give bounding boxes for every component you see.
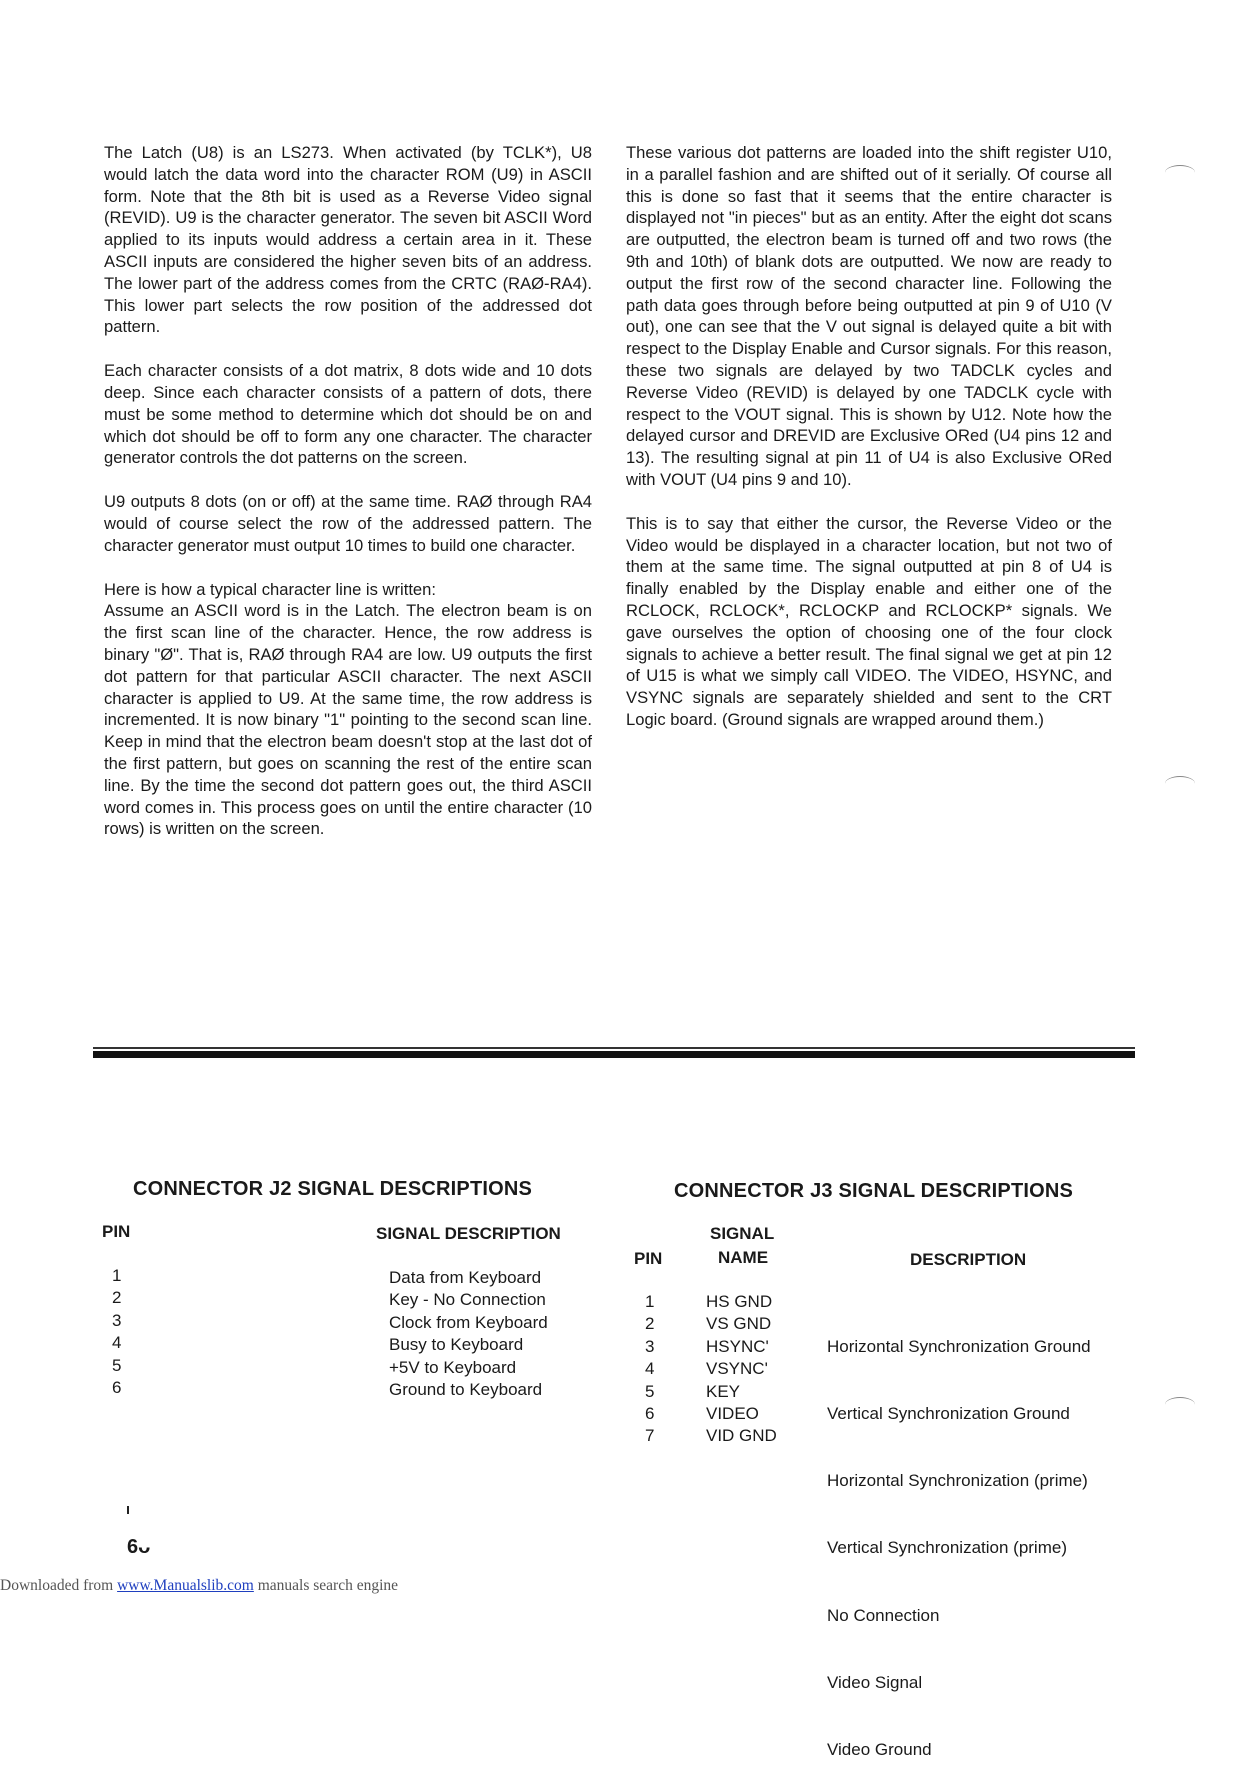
j3-table-title: CONNECTOR J3 SIGNAL DESCRIPTIONS [674,1180,1074,1202]
j3-signal-name: VSYNC' [706,1359,768,1379]
punch-mark [1165,165,1195,180]
j3-pin: 3 [645,1336,655,1356]
j3-description: Video Ground [827,1740,932,1760]
j3-description: No Connection [827,1605,940,1625]
j3-pin: 1 [645,1292,655,1311]
j3-pin: 4 [645,1359,655,1379]
j3-desc-header: DESCRIPTION [910,1250,1027,1269]
j3-description: Vertical Synchronization (prime) [827,1538,1067,1558]
j2-description: Clock from Keyboard [389,1312,548,1332]
paragraph: These various dot patterns are loaded into the shift register U10, in a parallel fashion and are shifted out of it serially. Of course all this is done so fast that it seems that the entire character is displayed not "in pieces" but as an entity. After the eight dot scans are outputted, the electron beam is turned off and two rows (the 9th and 10th) of blank dots are outputted. We now are ready to output the first row of the second character line. Following the path data goes through before being outputted at pin 9 of U10 (V out), one can see that the V out signal is delayed quite a bit with respect to the Display Enable and Cursor signals. For this reason, these two signals are delayed by two TADCLK cycles and Reverse Video (REVID) is delayed by one TADCLK cycle with respect to the VOUT signal. This is shown by U12. Note how the delayed cursor and DREVID are Exclusive ORed (U4 pins 12 and 13). The resulting signal at pin 11 of U4 is also Exclusive ORed with VOUT (U4 pins 9 and 10). [626,143,1112,489]
margin-tick-mark [127,1506,129,1514]
j3-signal-name: HS GND [706,1292,773,1311]
j3-name-column [706,1291,777,1448]
j2-table-title: CONNECTOR J2 SIGNAL DESCRIPTIONS [133,1178,533,1200]
footer-prefix: Downloaded from [0,1577,118,1594]
section-divider-thin [93,1047,1135,1049]
punch-mark [1165,1397,1195,1412]
j3-description-column [827,1291,1091,1784]
j3-pin: 5 [645,1381,655,1401]
j3-pin-header: PIN [634,1249,663,1268]
j2-description-column [389,1267,548,1401]
j2-description: Busy to Keyboard [389,1335,524,1355]
j3-description: Horizontal Synchronization (prime) [827,1471,1088,1491]
j2-pin: 4 [112,1333,122,1353]
footer-suffix: manuals search engine [253,1577,399,1594]
j3-description: Video Signal [827,1672,923,1692]
punch-mark [1165,776,1195,791]
section-divider [93,1051,1135,1058]
j2-description: +5V to Keyboard [389,1357,517,1377]
j3-signal-name: HSYNC' [706,1336,769,1356]
j3-pin: 2 [645,1314,655,1334]
j2-pin-column [112,1265,121,1399]
j3-pin: 6 [645,1403,655,1423]
right-text-column [626,142,1112,753]
j2-pin: 3 [112,1310,122,1330]
paragraph: Here is how a typical character line is written: [104,579,437,599]
left-text-column [104,142,592,862]
j2-pin: 1 [112,1266,122,1285]
j3-signal-name: VS GND [706,1314,772,1334]
j3-name-header-line2: NAME [718,1248,769,1267]
paragraph: The Latch (U8) is an LS273. When activated (by TCLK*), U8 would latch the data word into the character ROM (U9) in ASCII form. Note that the 8th bit is used as a Reverse Video signal (REVID). U9 is the character generator. The seven bit ASCII Word applied to its inputs would address a certain area in it. These ASCII inputs are considered the higher seven bits of an address. The lower part of the address comes from the CRTC (RAØ-RA4). This lower part selects the row position of the addressed dot pattern. [104,143,592,337]
j2-pin: 6 [112,1377,122,1397]
paragraph: This is to say that either the cursor, the Reverse Video or the Video would be displayed in a character location, but not two of them at the same time. The signal outputted at pin 8 of U4 is finally enabled by the Display enable and either one of the RCLOCK, RCLOCK*, RCLOCKP and RCLOCKP* signals. We gave ourselves the option of choosing one of the four clock signals to achieve a better result. The final signal we get at pin 12 of U15 is what we simply call VIDEO. The VIDEO, HSYNC, and VSYNC signals are separately shielded and sent to the CRT Logic board. (Ground signals are wrapped around them.) [626,513,1112,729]
j2-pin: 5 [112,1355,122,1375]
j3-pin-column [645,1291,654,1448]
j2-pin: 2 [112,1288,122,1308]
j2-desc-header: SIGNAL DESCRIPTION [376,1224,561,1243]
j2-description: Ground to Keyboard [389,1379,543,1399]
paragraph: Assume an ASCII word is in the Latch. The electron beam is on the first scan line of the character. Hence, the row address is binary "Ø". That is, RAØ through RA4 are low. U9 outputs the first dot pattern for that particular ASCII character. The next ASCII character is applied to U9. At the same time, the row address is incremented. It is now binary "1" pointing to the second scan line. Keep in mind that the electron beam doesn't stop at the last dot of the first pattern, but goes on scanning the rest of the entire scan line. By the time the second dot pattern goes out, the third ASCII word comes in. This process goes on until the entire character (10 rows) is written on the screen. [104,601,592,839]
page-number: 6ᴗ [127,1536,151,1558]
manualslib-link[interactable]: www.Manualslib.com [117,1577,254,1594]
j3-signal-name: VIDEO [706,1403,759,1423]
download-footer [0,1577,398,1595]
j2-pin-header: PIN [102,1222,131,1241]
j3-description: Vertical Synchronization Ground [827,1404,1070,1424]
j2-description: Data from Keyboard [389,1268,542,1287]
j3-pin: 7 [645,1426,655,1446]
j3-signal-name: VID GND [706,1426,777,1446]
j3-signal-name: KEY [706,1381,741,1401]
j3-description: Horizontal Synchronization Ground [827,1336,1091,1356]
paragraph: U9 outputs 8 dots (on or off) at the same time. RAØ through RA4 would of course select the row of the addressed pattern. The character generator must output 10 times to build one character. [104,492,592,555]
paragraph: Each character consists of a dot matrix, 8 dots wide and 10 dots deep. Since each character consists of a pattern of dots, there must be some method to determine which dot should be on and which dot should be off to form any one character. The character generator controls the dot patterns on the screen. [104,361,592,468]
j3-name-header-line1: SIGNAL [710,1224,775,1243]
j2-description: Key - No Connection [389,1290,546,1310]
